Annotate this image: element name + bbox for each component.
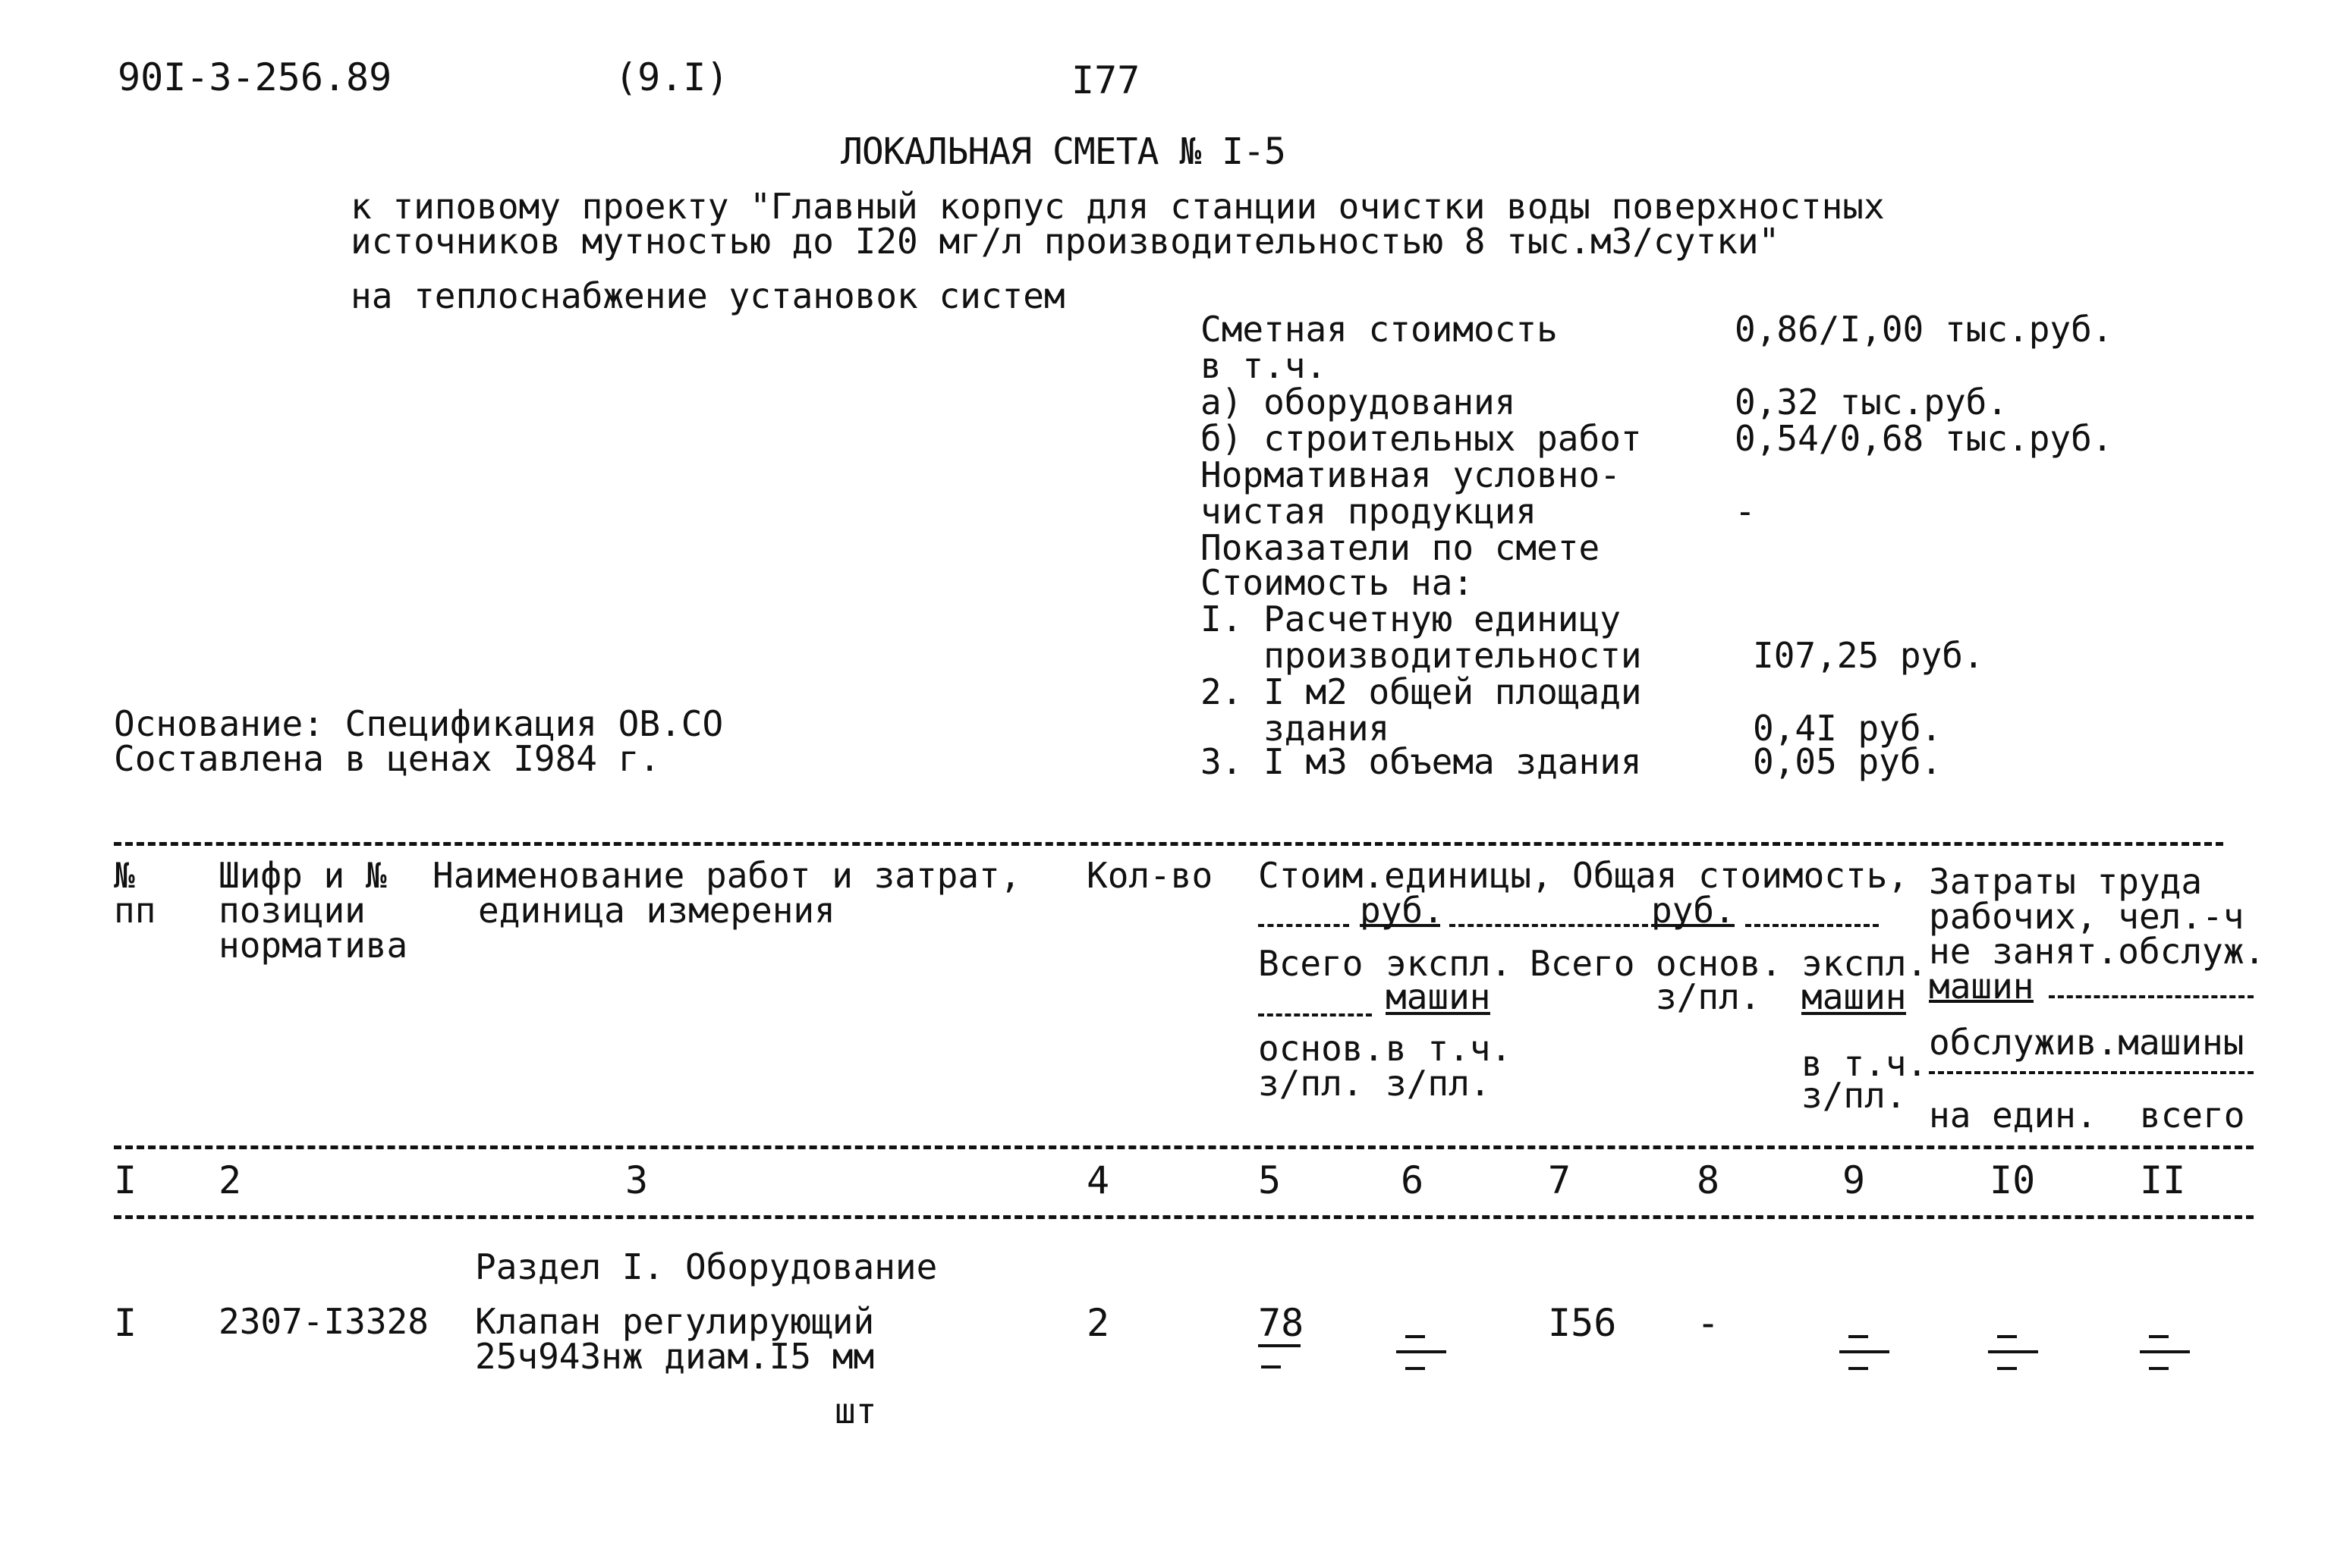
row-col9-rule xyxy=(1839,1350,1889,1353)
summary-normative-label-1: Нормативная условно- xyxy=(1200,454,1621,495)
header-labor-3: не занят.обслуж. xyxy=(1929,931,2266,972)
table-top-rule xyxy=(114,842,2223,846)
row-col6-dash-1 xyxy=(1405,1335,1425,1338)
summary-constr-value: 0,54/0,68 тыс.руб. xyxy=(1735,418,2113,459)
summary-equip-value: 0,32 тыс.руб. xyxy=(1735,382,2009,423)
col-number-2: 2 xyxy=(219,1158,242,1202)
col-number-10: I0 xyxy=(1990,1158,2036,1202)
header-all-a: Всего xyxy=(1258,943,1364,984)
header-zpl-b: з/пл. xyxy=(1656,976,1761,1017)
summary-cost-value: 0,86/I,00 тыс.руб. xyxy=(1735,309,2113,350)
header-unit-cost-rub: руб. xyxy=(1360,890,1444,931)
header-labor-1: Затраты труда xyxy=(1929,861,2203,902)
header-incl-a: в т.ч. xyxy=(1386,1028,1512,1069)
header-col3-b: единица измерения xyxy=(478,890,835,931)
header-labor-5: обслужив.машины xyxy=(1929,1022,2244,1063)
table-header-rule xyxy=(114,1145,2254,1149)
row-unit-cost-zpl-dash xyxy=(1261,1365,1281,1368)
header-col2-b: позиции xyxy=(219,890,366,931)
table-numbers-rule xyxy=(114,1215,2254,1219)
summary-constr-label: б) строительных работ xyxy=(1200,418,1642,459)
header-labor-4: машин xyxy=(1929,966,2034,1007)
header-unit-cost: Стоим.единицы, xyxy=(1258,855,1552,896)
row-col10-rule xyxy=(1988,1350,2038,1353)
header-total-cost: Общая стоимость, xyxy=(1572,855,1909,896)
header-all-b: Всего xyxy=(1530,943,1635,984)
summary-item3-value: 0,05 руб. xyxy=(1753,741,1942,782)
subtitle-line-3: на теплоснабжение установок систем xyxy=(351,275,1065,316)
header-mach-b: машин xyxy=(1801,976,1907,1017)
summary-item2-label-1: 2. I м2 общей площади xyxy=(1200,671,1642,712)
summary-item2-label-2: здания xyxy=(1200,708,1390,749)
header-osn-a: основ. xyxy=(1258,1028,1385,1069)
row-code: 2307-I3328 xyxy=(219,1301,429,1342)
header-osn-b: основ. xyxy=(1656,943,1782,984)
summary-item1-label-2: производительности xyxy=(1200,635,1642,676)
row-unit-cost-underline xyxy=(1258,1344,1301,1347)
header-zpl-a: з/пл. xyxy=(1258,1063,1364,1104)
row-col6-dash-2 xyxy=(1405,1367,1425,1370)
row-col9-dash-2 xyxy=(1848,1367,1868,1370)
row-col9-dash-1 xyxy=(1848,1335,1868,1338)
summary-indicators-label: Показатели по смете xyxy=(1200,527,1600,568)
col-number-8: 8 xyxy=(1697,1158,1720,1202)
col-number-7: 7 xyxy=(1548,1158,1571,1202)
header-labor-dash-2 xyxy=(1929,1071,2254,1074)
subtitle-line-1: к типовому проекту "Главный корпус для станции очистки воды поверхностных xyxy=(351,186,1885,227)
row-name-2: 25ч943нж диам.I5 мм xyxy=(475,1336,875,1377)
header-col2-a: Шифр и № xyxy=(219,855,387,896)
subtitle-line-2: источников мутностью до I20 мг/л производительностью 8 тыс.м3/сутки" xyxy=(351,221,1780,262)
header-labor-4-underline xyxy=(1929,1000,2034,1003)
header-col1-b: пп xyxy=(114,890,156,931)
summary-cost-label: Сметная стоимость xyxy=(1200,309,1558,350)
header-zpl-b2: з/пл. xyxy=(1801,1075,1907,1116)
row-unit-cost: 78 xyxy=(1258,1301,1304,1345)
col-number-11: II xyxy=(2140,1158,2186,1202)
col-number-1: I xyxy=(114,1158,137,1202)
summary-item1-value: I07,25 руб. xyxy=(1753,635,1984,676)
section-title: Раздел I. Оборудование xyxy=(475,1246,938,1287)
row-col10-dash-2 xyxy=(1997,1367,2017,1370)
row-col10-dash-1 xyxy=(1997,1335,2017,1338)
header-per-unit: на един. xyxy=(1929,1095,2097,1136)
header-labor-2: рабочих, чел.-ч xyxy=(1929,896,2244,937)
summary-normative-value: - xyxy=(1735,491,1756,532)
header-mach-a-underline xyxy=(1386,1012,1490,1015)
header-total-rub-underline xyxy=(1651,924,1735,927)
summary-item1-label-1: I. Расчетную единицу xyxy=(1200,599,1621,639)
header-mach-a: машин xyxy=(1386,976,1491,1017)
row-number: I xyxy=(114,1301,137,1345)
header-labor-dash-1 xyxy=(2049,995,2254,998)
header-incl-b: в т.ч. xyxy=(1801,1043,1928,1084)
basis-line-1: Основание: Спецификация ОВ.СО xyxy=(114,703,724,744)
document-code: 90I-3-256.89 xyxy=(118,55,392,99)
row-col6-rule xyxy=(1396,1350,1446,1353)
row-col8: - xyxy=(1697,1301,1720,1345)
row-col11-rule xyxy=(2140,1350,2190,1353)
header-total-dash-right xyxy=(1745,924,1879,927)
row-name-1: Клапан регулирующий xyxy=(475,1301,875,1342)
header-col1-a: № xyxy=(114,855,135,896)
header-expl-a: экспл. xyxy=(1386,943,1512,984)
summary-equip-label: а) оборудования xyxy=(1200,382,1516,423)
header-col4: Кол-во xyxy=(1087,855,1213,896)
summary-incl-label: в т.ч. xyxy=(1200,345,1327,386)
summary-normative-label-2: чистая продукция xyxy=(1200,491,1537,532)
row-qty: 2 xyxy=(1087,1301,1110,1345)
header-total-cost-rub: руб. xyxy=(1651,890,1735,931)
col-number-6: 6 xyxy=(1401,1158,1424,1202)
col-number-5: 5 xyxy=(1258,1158,1282,1202)
header-unit-rub-underline xyxy=(1360,924,1440,927)
header-mach-b-underline xyxy=(1801,1012,1906,1015)
header-expl-b: экспл. xyxy=(1801,943,1928,984)
header-col3-a: Наименование работ и затрат, xyxy=(433,855,1021,896)
row-total-cost: I56 xyxy=(1548,1301,1617,1345)
summary-item2-value: 0,4I руб. xyxy=(1753,708,1942,749)
col-number-3: 3 xyxy=(625,1158,649,1202)
document-title: ЛОКАЛЬНАЯ СМЕТА № I-5 xyxy=(841,130,1285,173)
header-unit-dash-left xyxy=(1258,924,1349,927)
header-total: всего xyxy=(2140,1095,2245,1136)
basis-line-2: Составлена в ценах I984 г. xyxy=(114,738,661,779)
col-number-9: 9 xyxy=(1842,1158,1866,1202)
summary-cost-per-label: Стоимость на: xyxy=(1200,562,1474,603)
row-col11-dash-2 xyxy=(2149,1367,2169,1370)
row-col11-dash-1 xyxy=(2149,1335,2169,1338)
header-zpl-a2: з/пл. xyxy=(1386,1063,1491,1104)
col-number-4: 4 xyxy=(1087,1158,1110,1202)
header-unit-dash-mid xyxy=(1449,924,1648,927)
page-number: I77 xyxy=(1071,58,1140,102)
header-col2-c: норматива xyxy=(219,925,408,966)
row-unit: шт xyxy=(835,1390,877,1431)
header-all-a-dash xyxy=(1258,1013,1372,1017)
summary-item3-label: 3. I м3 объема здания xyxy=(1200,741,1642,782)
document-part: (9.I) xyxy=(615,55,729,99)
